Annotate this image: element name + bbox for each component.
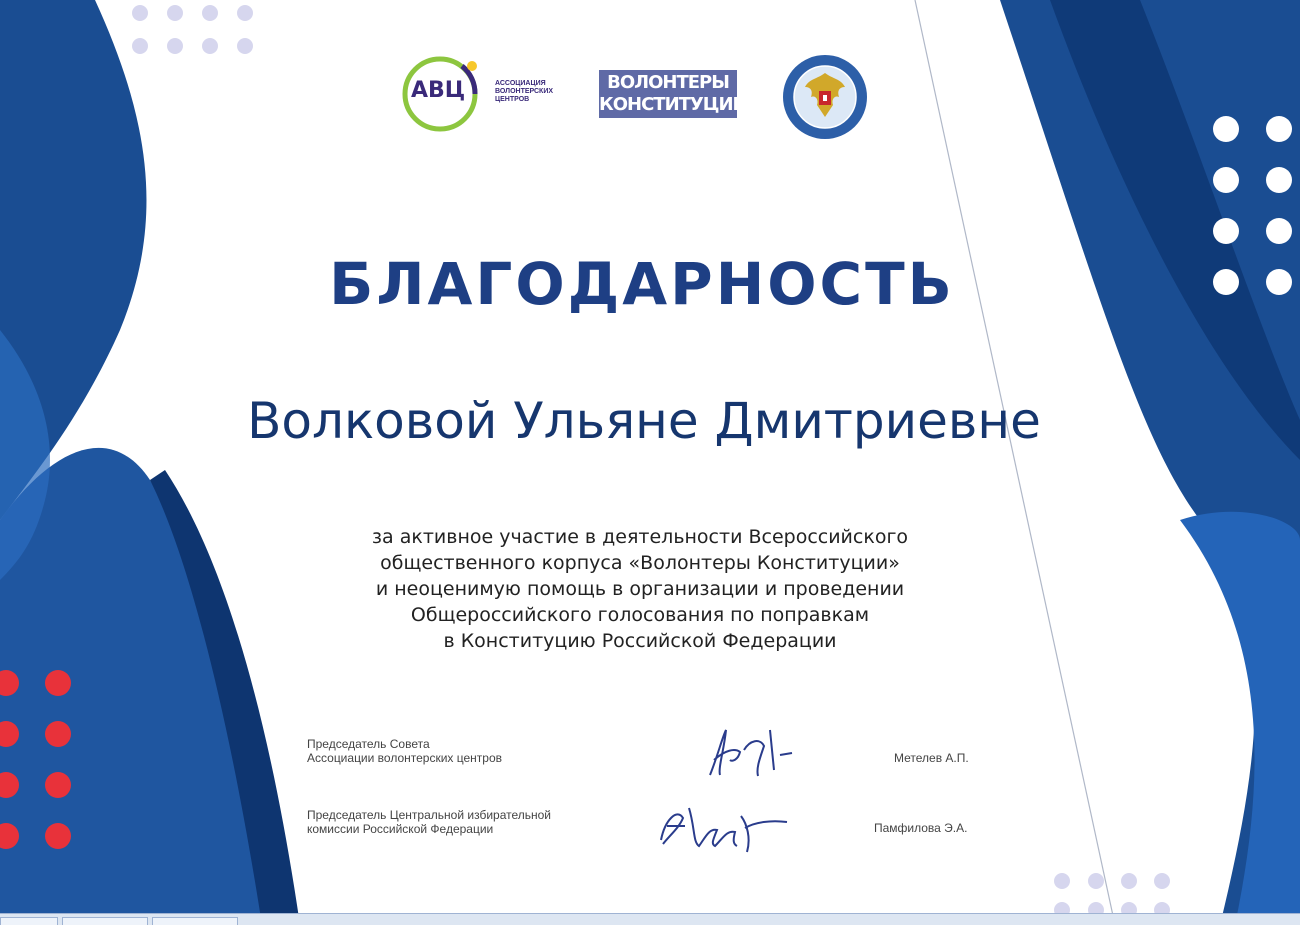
taskbar-button[interactable] <box>152 917 238 925</box>
body-line: за активное участие в деятельности Всероссийского <box>371 526 909 548</box>
volunteers-logo-line1: ВОЛОНТЕРЫ <box>607 72 729 93</box>
volunteers-logo-line2: КОНСТИТУЦИИ <box>599 94 747 115</box>
avc-logo <box>400 52 570 138</box>
central-election-commission-seal-icon <box>781 53 869 141</box>
certificate-body <box>290 524 990 654</box>
body-line: и неоценимую помощь в организации и проведении <box>375 578 905 600</box>
signer-1-position-line1: Председатель Совета <box>307 737 430 751</box>
body-line: в Конституцию Российской Федерации <box>443 630 837 652</box>
signer-1-position <box>307 737 502 765</box>
recipient-name: Волковой Ульяне Дмитриевне <box>247 392 1041 450</box>
taskbar <box>0 913 1300 925</box>
signer-2-name: Памфилова Э.А. <box>874 821 968 835</box>
signer-1-name: Метелев А.П. <box>894 751 969 765</box>
avc-abbr: АВЦ <box>411 78 466 103</box>
body-line: общественного корпуса «Волонтеры Конституции» <box>380 552 900 574</box>
signer-2-position <box>307 808 551 836</box>
signature-1-icon <box>700 720 800 782</box>
taskbar-button[interactable] <box>0 917 58 925</box>
signer-1-position-line2: Ассоциации волонтерских центров <box>307 751 503 765</box>
taskbar-button[interactable] <box>62 917 148 925</box>
signer-2-position-line2: комиссии Российской Федерации <box>307 822 494 836</box>
signature-2-icon <box>655 798 795 856</box>
signer-2-position-line1: Председатель Центральной избирательной <box>307 808 551 822</box>
certificate-title: БЛАГОДАРНОСТЬ <box>329 250 955 318</box>
body-line: Общероссийского голосования по поправкам <box>410 604 870 626</box>
volunteers-constitution-logo <box>599 70 747 118</box>
avc-caption: АССОЦИАЦИЯ ВОЛОНТЕРСКИХ ЦЕНТРОВ <box>495 80 554 103</box>
